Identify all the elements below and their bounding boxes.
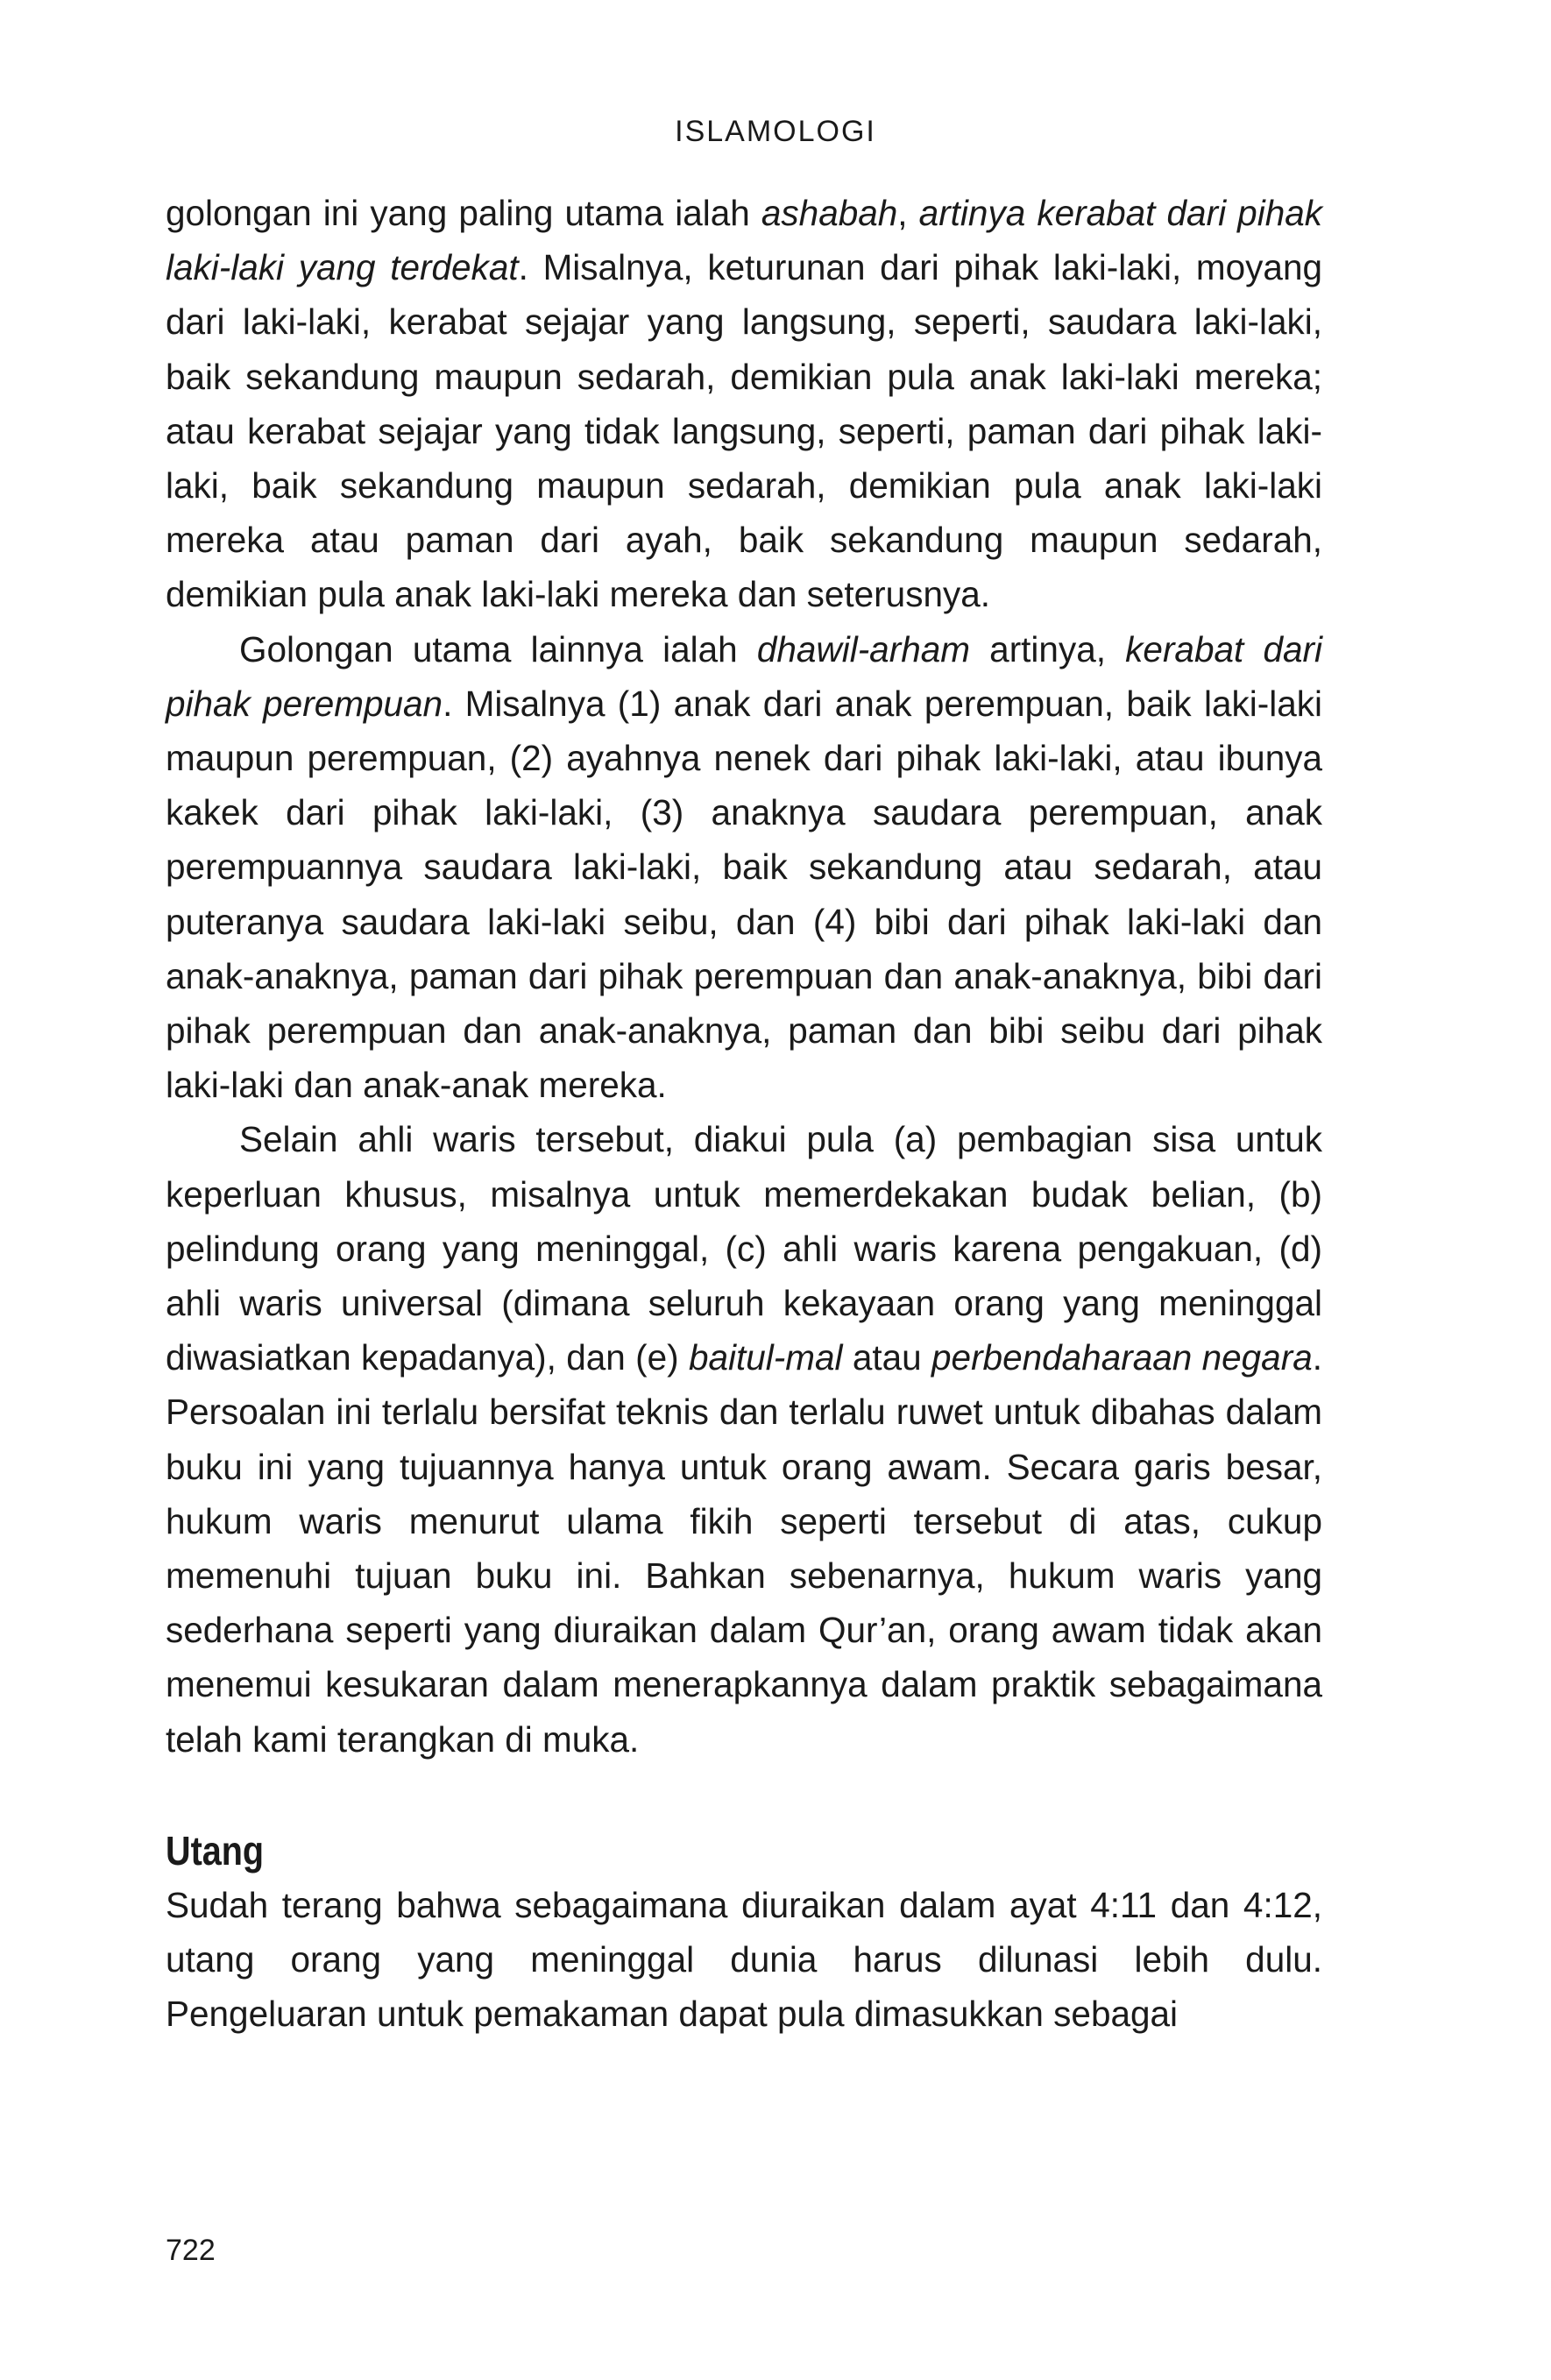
paragraph-ashabah [166, 186, 1322, 622]
text-run: atau [842, 1337, 932, 1378]
section-heading-utang: Utang [166, 1827, 265, 1874]
italic-term: artinya kerabat dari pihak laki-laki yang terdekat [166, 193, 1322, 288]
text-run: artinya, [969, 628, 1126, 669]
paragraph-dhawil-arham [166, 622, 1322, 1113]
running-head: ISLAMOLOGI [675, 115, 876, 148]
text-run: . Misalnya, keturunan dari pihak laki-laki, moyang dari laki-laki, kerabat sejajar yang langsung, seperti, saudara laki-laki, baik sekandung maupun sedarah, demikian pula anak laki-laki mereka; atau kerabat sejajar yang tidak langsung, seperti, paman dari pihak laki-laki, baik sekandung maupun sedarah, demikian pula anak laki-laki mereka atau paman dari ayah, baik sekandung maupun sedarah, demikian pula anak laki-laki mereka dan seterusnya. [166, 247, 1322, 615]
italic-term: ashabah [761, 193, 898, 233]
italic-term: kerabat dari pihak perempuan [166, 628, 1322, 724]
text-run: Selain ahli waris tersebut, diakui pula (a) pembagian sisa untuk keperluan khusus, misalnya untuk memerdekakan budak belian, (b) pelindung orang yang meninggal, (c) ahli waris karena pengakuan, (d) ahli waris universal (dimana seluruh kekayaan orang yang meninggal diwasiatkan kepadanya), dan (e) [166, 1119, 1322, 1378]
paragraph-utang: Sudah terang bahwa sebagaimana diuraikan dalam ayat 4:11 dan 4:12, utang orang yang meninggal dunia harus dilunasi lebih dulu. Pengeluaran untuk pemakaman dapat pula dimasukkan sebagai [166, 1884, 1322, 2035]
italic-term: dhawil-arham [756, 628, 970, 669]
italic-term: perbendaharaan negara [931, 1337, 1313, 1378]
text-run: , [897, 193, 919, 233]
text-run: . Misalnya (1) anak dari anak perempuan, baik laki-laki maupun perempuan, (2) ayahnya nenek dari pihak laki-laki, atau ibunya kakek dari pihak laki-laki, (3) anaknya saudara perempuan, anak perempuannya saudara laki-laki, baik sekandung atau sedarah, atau puteranya saudara laki-laki seibu, dan (4) bibi dari pihak laki-laki dan anak-anaknya, paman dari pihak perempuan dan anak-anaknya, bibi dari pihak perempuan dan anak-anaknya, paman dan bibi seibu dari pihak laki-laki dan anak-anak mereka. [166, 683, 1323, 1106]
italic-term: baitul-mal [688, 1337, 843, 1378]
text-run: Golongan utama lainnya ialah [239, 628, 757, 669]
page-number: 722 [166, 2234, 216, 2267]
page-body [166, 186, 1322, 2042]
paragraph-ahli-waris-lain [166, 1112, 1322, 1766]
text-run: golongan ini yang paling utama ialah [166, 193, 761, 233]
text-run: . Persoalan ini terlalu bersifat teknis dan terlalu ruwet untuk dibahas dalam buku ini yang tujuannya hanya untuk orang awam. Secara garis besar, hukum waris menurut ulama fikih seperti tersebut di atas, cukup memenuhi tujuan buku ini. Bahkan sebenarnya, hukum waris yang sederhana seperti yang diuraikan dalam Qur’an, orang awam tidak akan menemui kesukaran dalam menerapkannya dalam praktik sebagaimana telah kami terangkan di muka. [166, 1337, 1322, 1760]
